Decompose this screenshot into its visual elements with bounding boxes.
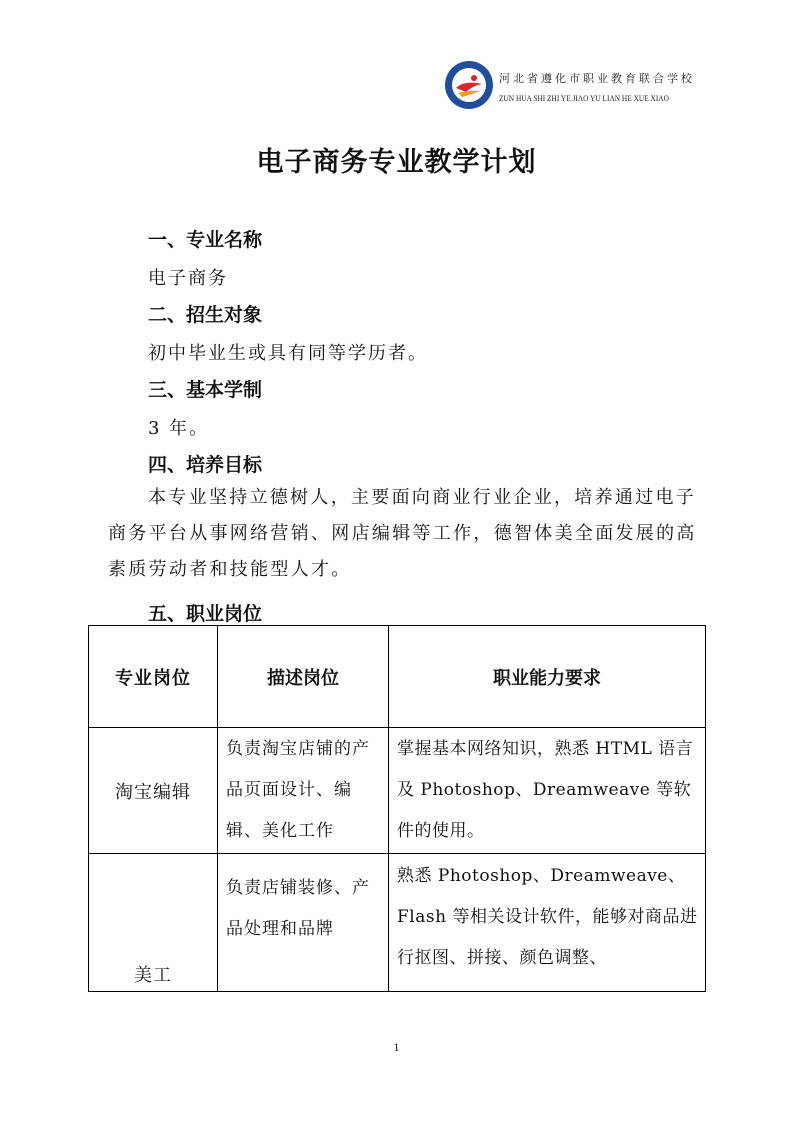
- table-header-row: [89, 626, 706, 728]
- page-number: 1: [393, 1040, 400, 1054]
- req-cell: 熟悉 Photoshop、Dreamweave、Flash 等相关设计软件，能够对商品进行抠图、拼接、颜色调整、: [389, 854, 706, 992]
- section-heading-major: 一、专业名称: [148, 229, 263, 251]
- post-cell: 美工: [89, 854, 218, 992]
- section-heading-enrollment: 二、招生对象: [148, 304, 263, 326]
- table-row: [89, 728, 706, 854]
- req-cell: 掌握基本网络知识，熟悉 HTML 语言及 Photoshop、Dreamweave 等软件的使用。: [389, 728, 706, 854]
- document-title: 电子商务专业教学计划: [256, 147, 537, 178]
- positions-table: [88, 625, 706, 992]
- section-heading-positions: 五、职业岗位: [148, 603, 263, 625]
- table-header-req: 职业能力要求: [389, 626, 706, 728]
- desc-cell: 负责淘宝店铺的产品页面设计、编辑、美化工作: [218, 728, 389, 854]
- table-header-desc: 描述岗位: [218, 626, 389, 728]
- school-name-cn: 河北省遵化市职业教育联合学校: [499, 72, 695, 85]
- school-name-en: ZUN HUA SHI ZHI YE JIAO YU LIAN HE XUE XIAO: [499, 94, 669, 103]
- section-body-enrollment: 初中毕业生或具有同等学历者。: [148, 343, 428, 364]
- table-header-post: 专业岗位: [89, 626, 218, 728]
- section-heading-duration: 三、基本学制: [148, 379, 263, 401]
- section-heading-goal: 四、培养目标: [148, 454, 263, 476]
- section-body-goal: 本专业坚持立德树人，主要面向商业行业企业，培养通过电子商务平台从事网络营销、网店编辑等工作，德智体美全面发展的高素质劳动者和技能型人才。: [108, 487, 697, 580]
- section-body-major: 电子商务: [148, 268, 228, 289]
- table-row: [89, 854, 706, 992]
- school-header: [444, 60, 744, 112]
- section-body-duration: 3 年。: [148, 418, 210, 439]
- school-logo-icon: [444, 60, 494, 110]
- post-cell: 淘宝编辑: [89, 728, 218, 854]
- desc-cell: 负责店铺装修、产品处理和品牌: [218, 854, 389, 992]
